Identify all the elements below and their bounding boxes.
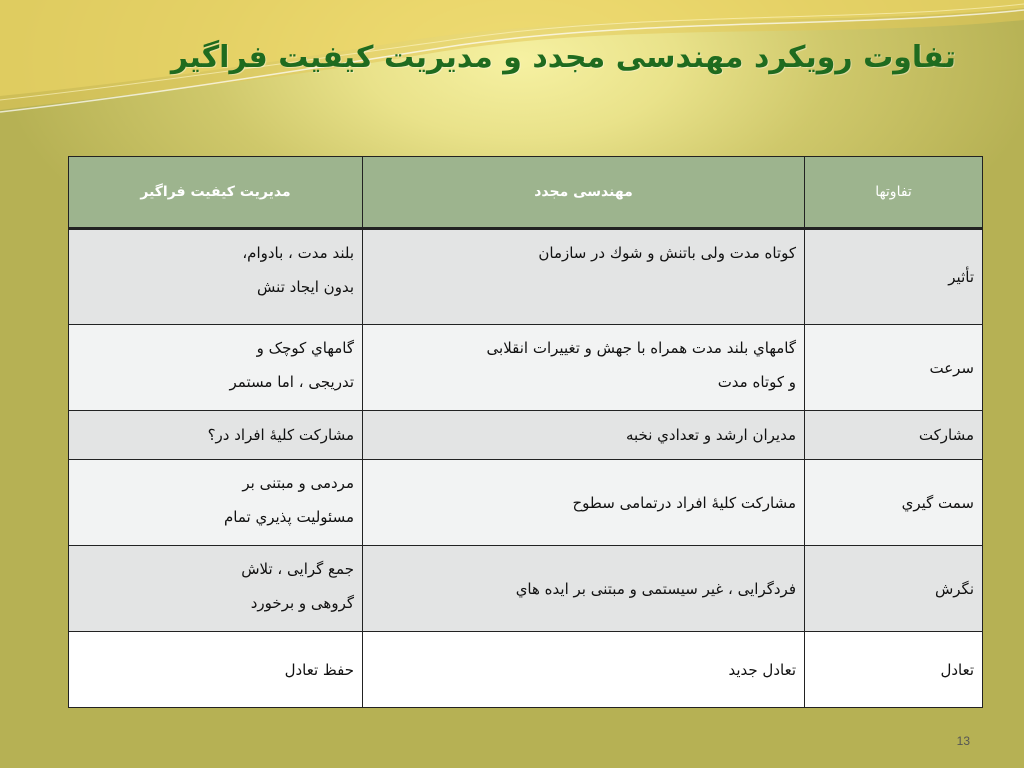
cell-line: مردمی و مبتنی بر	[242, 474, 354, 493]
cell-line: كوتاه مدت ولی باتنش و شوك در سازمان	[538, 244, 796, 262]
cell-tqm	[69, 411, 363, 460]
cell-tqm	[69, 460, 363, 546]
header-criteria: تفاوتها	[805, 157, 983, 229]
table-row	[69, 411, 983, 460]
cell-line: جمع گرايی ، تلاش	[241, 560, 354, 579]
cell-criterion: سرعت	[805, 325, 983, 411]
cell-reengineering	[363, 632, 805, 708]
cell-line: مديران ارشد و تعدادي نخبه	[625, 426, 796, 445]
cell-line: فردگرايی ، غير سيستمی و مبتنی بر ايده هاي	[515, 579, 796, 598]
cell-line: گامهاي كوچک و	[256, 339, 354, 358]
cell-criterion: تعادل	[805, 632, 983, 708]
cell-criterion: سمت گيري	[805, 460, 983, 546]
page-number: 13	[956, 734, 970, 748]
table-row	[69, 325, 983, 411]
cell-line: مشاركت كليۀ افراد در؟	[207, 426, 354, 445]
cell-criterion: مشاركت	[805, 411, 983, 460]
table-row	[69, 632, 983, 708]
cell-tqm	[69, 325, 363, 411]
header-tqm: مدیریت کیفیت فراگیر	[69, 157, 363, 229]
table-row	[69, 460, 983, 546]
table-row	[69, 229, 983, 325]
header-reengineering: مهندسی مجدد	[363, 157, 805, 229]
cell-tqm	[69, 229, 363, 325]
cell-line: تدريجی ، اما مستمر	[229, 373, 354, 392]
cell-line: گروهی و برخورد	[250, 594, 354, 613]
table-header-row	[69, 157, 983, 229]
cell-reengineering	[363, 546, 805, 632]
cell-line: بدون ايجاد تنش	[257, 278, 354, 296]
cell-reengineering	[363, 411, 805, 460]
cell-criterion: نگرش	[805, 546, 983, 632]
cell-reengineering	[363, 460, 805, 546]
cell-line: مشاركت كليۀ افراد درتمامی سطوح	[572, 493, 796, 512]
slide-title: تفاوت رویکرد مهندسی مجدد و مدیریت کیفیت فراگیر	[170, 40, 956, 75]
cell-line: و كوتاه مدت	[717, 373, 796, 392]
cell-line: حفظ تعادل	[284, 660, 354, 679]
cell-line: تعادل جديد	[728, 660, 796, 679]
cell-line: بلند مدت ، بادوام،	[242, 244, 354, 262]
cell-reengineering	[363, 229, 805, 325]
cell-reengineering	[363, 325, 805, 411]
cell-line: مسئوليت پذيري تمام	[224, 508, 354, 527]
table-row	[69, 546, 983, 632]
cell-line: گامهاي بلند مدت همراه با جهش و تغییرات انقلابی	[486, 339, 796, 358]
cell-tqm	[69, 632, 363, 708]
cell-tqm	[69, 546, 363, 632]
comparison-table	[68, 156, 983, 708]
cell-criterion: تأثیر	[805, 229, 983, 325]
